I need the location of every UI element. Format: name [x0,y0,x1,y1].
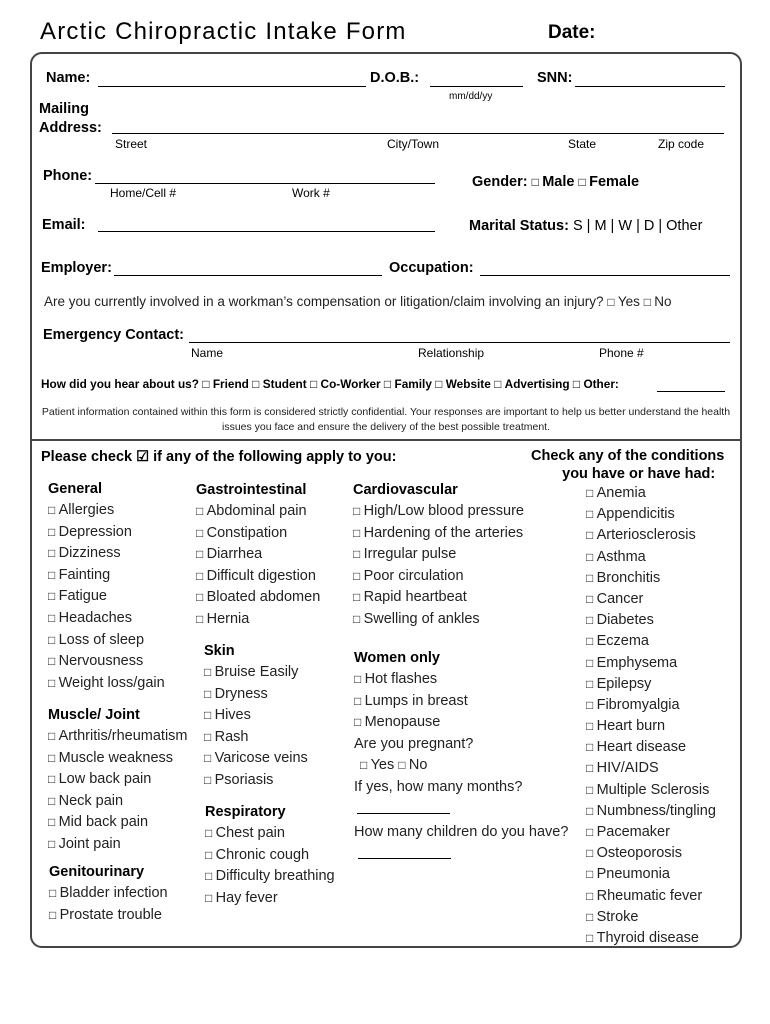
general-item[interactable]: □ Fatigue [48,586,165,608]
condition-item[interactable]: □ HIV/AIDS [586,758,716,779]
respiratory-item[interactable]: □ Hay fever [205,888,335,910]
condition-item[interactable]: □ Anemia [586,483,716,504]
pregnant-yes-checkbox[interactable] [360,757,394,773]
state-hint: State [568,137,597,151]
genitourinary-heading: Genitourinary [49,864,145,880]
cardio-item[interactable]: □ Rapid heartbeat [353,587,524,609]
conditions-heading [531,447,724,483]
children-field[interactable] [358,858,451,859]
ssn-field[interactable] [575,86,725,87]
respiratory-heading: Respiratory [205,804,286,820]
skin-column [204,640,308,792]
gender-male-checkbox[interactable] [532,174,575,190]
workman-question-text: Are you currently involved in a workman’s compensation or litigation/claim involving an injury? [44,294,604,309]
condition-item[interactable]: □ Bronchitis [586,568,716,589]
emergency-field[interactable] [189,342,730,343]
condition-item[interactable]: □ Emphysema [586,653,716,674]
months-question: If yes, how many months? [354,778,523,795]
general-item[interactable]: □ Dizziness [48,543,165,565]
women-item[interactable]: □ Hot flashes [354,669,522,691]
condition-item[interactable]: □ Thyroid disease [586,928,716,949]
muscle-heading: Muscle/ Joint [48,707,140,723]
work-hint: Work # [292,186,330,200]
hear-about-us [41,377,619,391]
marital-status[interactable] [469,218,702,234]
employer-field[interactable] [114,275,382,276]
emergency-relationship-hint: Relationship [418,346,485,360]
respiratory-item[interactable]: □ Chest pain [205,823,335,845]
general-item[interactable]: □ Weight loss/gain [48,673,165,695]
condition-item[interactable]: □ Osteoporosis [586,843,716,864]
workman-yes-checkbox[interactable] [607,294,640,309]
general-item[interactable]: □ Depression [48,522,165,544]
condition-item[interactable]: □ Diabetes [586,610,716,631]
gastro-column [196,479,320,631]
name-label: Name: [46,70,91,86]
gastro-item[interactable]: □ Bloated abdomen [196,587,320,609]
phone-label: Phone: [43,168,93,184]
general-heading: General [48,481,102,497]
women-column [354,647,522,799]
dob-field[interactable] [430,86,523,87]
occupation-field[interactable] [480,275,730,276]
conditions-column [586,483,716,949]
condition-item[interactable]: □ Stroke [586,907,716,928]
condition-item[interactable]: □ Arteriosclerosis [586,525,716,546]
email-field[interactable] [98,231,435,232]
respiratory-item[interactable]: □ Difficulty breathing [205,866,335,888]
muscle-item[interactable]: □ Low back pain [48,769,188,791]
muscle-column [48,704,188,856]
address-field[interactable] [112,133,724,134]
date-label: Date: [548,22,596,43]
condition-item[interactable]: □ Pneumonia [586,864,716,885]
checklist-prompt: Please check ☑ if any of the following apply to you: [41,449,397,465]
marital-options: S | M | W | D | Other [572,218,703,234]
hear-option[interactable]: □ Co-Worker [310,377,381,391]
general-column [48,478,165,694]
cardio-item[interactable]: □ High/Low blood pressure [353,501,524,523]
hear-option[interactable]: □ Friend [202,377,249,391]
months-field[interactable] [357,813,450,814]
general-item[interactable]: □ Nervousness [48,651,165,673]
women-item[interactable]: □ Menopause [354,712,522,734]
cardio-column [353,479,524,631]
name-field[interactable] [98,86,366,87]
workman-question [44,294,672,309]
employer-label: Employer: [41,260,112,276]
hear-option[interactable]: □ Student [252,377,307,391]
condition-item[interactable]: □ Appendicitis [586,504,716,525]
muscle-item[interactable]: □ Mid back pain [48,812,188,834]
mailing-label: Mailing [39,101,89,117]
confidential-notice: Patient information contained within this form is considered strictly confidential. Your responses are important to help us better understand the health issues you face and ensure the delivery of the best possible treatment. [41,406,731,433]
phone-field[interactable] [95,183,435,184]
email-label: Email: [42,217,86,233]
pregnant-no-checkbox[interactable] [398,757,427,773]
pregnant-yes-label: Yes [370,757,395,774]
pregnant-question: Are you pregnant? [354,735,474,752]
condition-item[interactable]: □ Cancer [586,589,716,610]
women-item[interactable]: □ Lumps in breast [354,691,522,713]
hear-label: How did you hear about us? [41,377,199,391]
gender-male-label: Male [542,174,575,190]
condition-item[interactable]: □ Heart burn [586,716,716,737]
condition-item[interactable]: □ Fibromyalgia [586,695,716,716]
workman-no-label: No [654,294,672,309]
condition-item[interactable]: □ Multiple Sclerosis [586,780,716,801]
muscle-item[interactable]: □ Joint pain [48,834,188,856]
condition-item[interactable]: □ Asthma [586,547,716,568]
skin-item[interactable]: □ Varicose veins [204,748,308,770]
skin-heading: Skin [204,643,235,659]
hear-option[interactable]: □ Advertising [494,377,570,391]
muscle-item[interactable]: □ Arthritis/rheumatism [48,726,188,748]
cardio-heading: Cardiovascular [353,482,458,498]
hear-option[interactable]: □ Website [435,377,491,391]
general-item[interactable]: □ Fainting [48,565,165,587]
dob-label: D.O.B.: [370,70,420,86]
conditions-heading-line-1: Check any of the conditions [531,448,725,464]
genitourinary-column [49,861,168,926]
genitourinary-item[interactable]: □ Bladder infection [49,883,168,905]
cardio-item[interactable]: □ Swelling of ankles [353,609,524,631]
hear-other-field[interactable] [657,391,725,392]
general-item[interactable]: □ Loss of sleep [48,630,165,652]
emergency-name-hint: Name [191,346,224,360]
workman-yes-label: Yes [617,294,640,309]
pregnant-options [354,755,522,777]
marital-label: Marital Status: [469,218,569,234]
muscle-item[interactable]: □ Muscle weakness [48,748,188,770]
hear-option[interactable]: □ Family [384,377,432,391]
dob-hint: mm/dd/yy [449,91,493,102]
condition-item[interactable]: □ Eczema [586,631,716,652]
genitourinary-item[interactable]: □ Prostate trouble [49,905,168,927]
cardio-item[interactable]: □ Poor circulation [353,566,524,588]
condition-item[interactable]: □ Epilepsy [586,674,716,695]
gastro-heading: Gastrointestinal [196,482,307,498]
gastro-item[interactable]: □ Diarrhea [196,544,320,566]
general-item[interactable]: □ Headaches [48,608,165,630]
form-title: Arctic Chiropractic Intake Form [40,18,407,45]
respiratory-item[interactable]: □ Chronic cough [205,845,335,867]
condition-item[interactable]: □ Numbness/tingling [586,801,716,822]
gastro-item[interactable]: □ Constipation [196,523,320,545]
skin-item[interactable]: □ Hives [204,705,308,727]
gender-label: Gender: [472,174,528,190]
condition-item[interactable]: □ Pacemaker [586,822,716,843]
skin-item[interactable]: □ Rash [204,727,308,749]
workman-no-checkbox[interactable] [644,294,672,309]
respiratory-column [205,801,335,909]
city-hint: City/Town [387,137,440,151]
children-question: How many children do you have? [354,824,569,840]
condition-item[interactable]: □ Heart disease [586,737,716,758]
skin-item[interactable]: □ Dryness [204,684,308,706]
emergency-phone-hint: Phone # [599,346,644,360]
gastro-item[interactable]: □ Abdominal pain [196,501,320,523]
women-heading: Women only [354,650,440,666]
gastro-item[interactable]: □ Hernia [196,609,320,631]
skin-item[interactable]: □ Psoriasis [204,770,308,792]
general-item[interactable]: □ Allergies [48,500,165,522]
cardio-item[interactable]: □ Hardening of the arteries [353,523,524,545]
street-hint: Street [115,137,148,151]
emergency-label: Emergency Contact: [43,327,185,343]
muscle-item[interactable]: □ Neck pain [48,791,188,813]
gender-female-label: Female [589,174,640,190]
condition-item[interactable]: □ Rheumatic fever [586,886,716,907]
hear-option[interactable]: □ Other: [573,377,619,391]
address-label: Address: [39,120,102,136]
gastro-item[interactable]: □ Difficult digestion [196,566,320,588]
pregnant-no-label: No [408,757,428,774]
section-divider [30,439,742,441]
zip-hint: Zip code [658,137,705,151]
ssn-label: SNN: [537,70,573,86]
home-cell-hint: Home/Cell # [110,186,177,200]
skin-item[interactable]: □ Bruise Easily [204,662,308,684]
cardio-item[interactable]: □ Irregular pulse [353,544,524,566]
gender-female-checkbox[interactable] [579,174,640,190]
occupation-label: Occupation: [389,260,474,276]
conditions-heading-line-2: you have or have had: [562,466,716,482]
gender-field [472,174,639,190]
